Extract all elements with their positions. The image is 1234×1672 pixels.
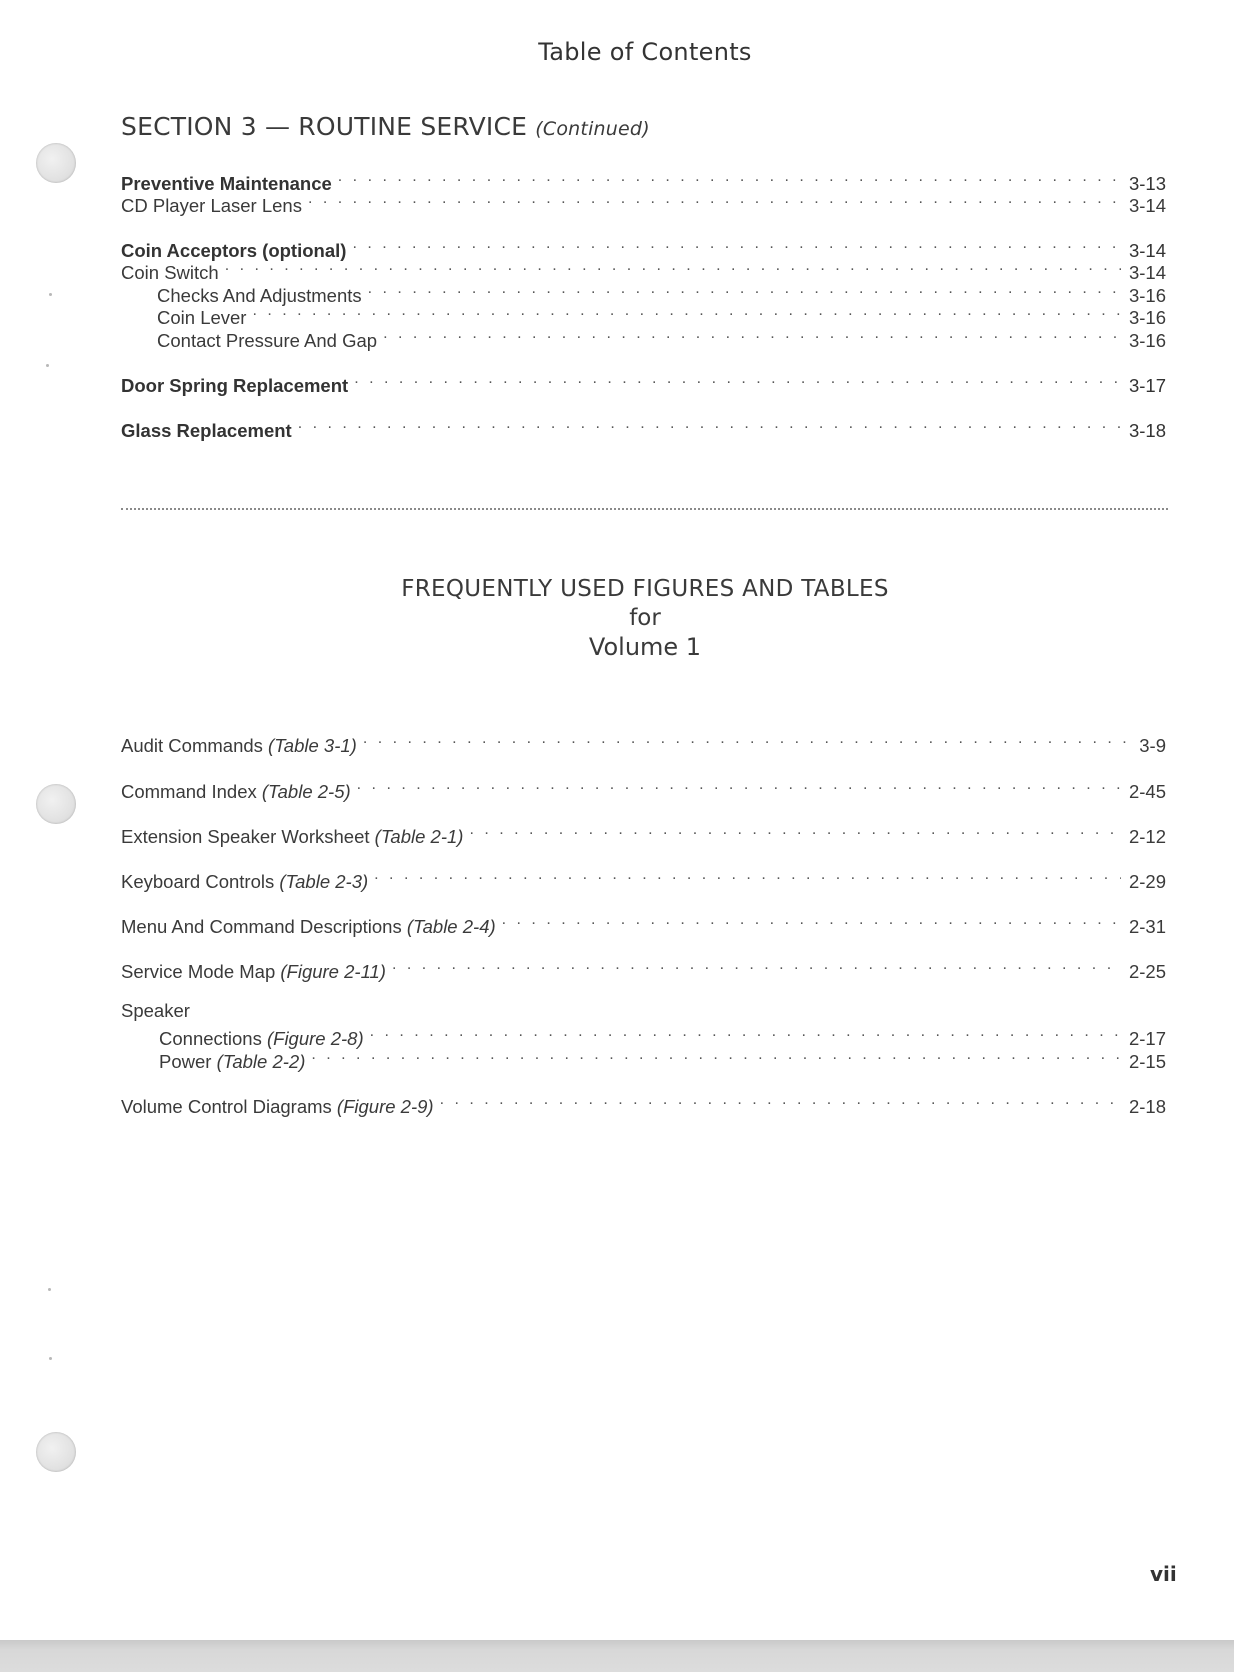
toc-subentry (157, 280, 1166, 306)
figure-entry-title: Service Mode Map (Figure 2-11) (121, 961, 386, 982)
scan-edge (0, 1640, 1234, 1672)
leader-dots (352, 235, 1121, 257)
toc-entry (121, 415, 1166, 441)
paper-speck (49, 293, 52, 296)
leader-dots (308, 190, 1121, 212)
paper-speck (46, 364, 49, 367)
toc-entry (121, 257, 1166, 283)
figure-entry-title: Audit Commands (Table 3-1) (121, 735, 357, 756)
toc-entry-title: Door Spring Replacement (121, 375, 349, 396)
figure-entry-page: 2-17 (1128, 1028, 1166, 1049)
figure-entry-ref: (Table 3-1) (268, 735, 357, 756)
figure-entry-page: 2-18 (1128, 1096, 1166, 1117)
figure-entry-title: Keyboard Controls (Table 2-3) (121, 871, 369, 892)
figure-entry-ref: (Figure 2-11) (280, 961, 386, 982)
leader-dots (252, 302, 1121, 324)
toc-entry-page: 3-16 (1128, 330, 1166, 351)
figure-entry-page: 2-29 (1128, 871, 1166, 892)
leader-dots (502, 911, 1121, 933)
figure-entry-ref: (Table 2-3) (279, 871, 369, 892)
leader-dots (363, 730, 1131, 752)
figure-entry-ref: (Table 2-5) (261, 781, 351, 802)
figure-entry-page: 2-25 (1128, 961, 1166, 982)
leader-dots (383, 325, 1121, 347)
figure-subentry (159, 1046, 1166, 1072)
figure-entry-title: Volume Control Diagrams (Figure 2-9) (121, 1096, 434, 1117)
figure-group-title: Speaker (121, 1000, 190, 1021)
page-number: vii (1150, 1562, 1177, 1586)
toc-entry-title: Coin Acceptors (optional) (121, 240, 347, 261)
toc-entry (121, 235, 1166, 261)
toc-entry-page: 3-14 (1128, 195, 1166, 216)
section-continued-note: (Continued) (535, 118, 650, 140)
figure-entry-ref: (Table 2-2) (216, 1051, 306, 1072)
toc-entry (121, 370, 1166, 396)
leader-dots (440, 1091, 1121, 1113)
figure-entry-title: Connections (Figure 2-8) (159, 1028, 364, 1049)
toc-entry-title: Coin Lever (157, 307, 247, 328)
leader-dots (392, 956, 1121, 978)
paper-speck (48, 1288, 51, 1291)
toc-entry-page: 3-13 (1128, 173, 1166, 194)
leader-dots (374, 866, 1121, 888)
leader-dots (469, 821, 1121, 843)
figure-entry-title: Extension Speaker Worksheet (Table 2-1) (121, 826, 464, 847)
leader-dots (298, 415, 1121, 437)
figure-entry-page: 2-31 (1128, 916, 1166, 937)
figure-entry-ref: (Table 2-1) (374, 826, 464, 847)
figure-entry-ref: (Figure 2-9) (336, 1096, 434, 1117)
toc-entry (121, 190, 1166, 216)
figure-entry-title: Power (Table 2-2) (159, 1051, 306, 1072)
figure-entry (121, 821, 1166, 847)
leader-dots (225, 257, 1121, 279)
figure-subentry (159, 1023, 1166, 1049)
figure-entry-ref: (Figure 2-8) (266, 1028, 364, 1049)
toc-subentry (157, 325, 1166, 351)
figure-entry-title: Command Index (Table 2-5) (121, 781, 351, 802)
figure-entry (121, 1091, 1166, 1117)
toc-entry-title: Contact Pressure And Gap (157, 330, 378, 351)
toc-entry-page: 3-17 (1128, 375, 1166, 396)
figure-group-heading (121, 1000, 1166, 1022)
figure-entry-page: 3-9 (1139, 735, 1166, 756)
paper-speck (49, 1357, 52, 1360)
figures-heading: FREQUENTLY USED FIGURES AND TABLES (401, 576, 889, 602)
section-divider (121, 508, 1168, 510)
figure-entry-page: 2-12 (1128, 826, 1166, 847)
figure-entry (121, 866, 1166, 892)
figure-entry-ref: (Table 2-4) (406, 916, 496, 937)
toc-entry-title: Glass Replacement (121, 420, 292, 441)
figure-entry-title: Menu And Command Descriptions (Table 2-4) (121, 916, 496, 937)
figure-entry (121, 730, 1166, 756)
figures-heading-for: for (629, 605, 661, 631)
toc-entry-page: 3-16 (1128, 307, 1166, 328)
toc-entry-title: Checks And Adjustments (157, 285, 362, 306)
toc-entry-title: Preventive Maintenance (121, 173, 332, 194)
figure-entry-page: 2-15 (1128, 1051, 1166, 1072)
leader-dots (370, 1023, 1121, 1045)
toc-entry (121, 168, 1166, 194)
toc-subentry (157, 302, 1166, 328)
leader-dots (311, 1046, 1121, 1068)
figure-entry-page: 2-45 (1128, 781, 1166, 802)
leader-dots (338, 168, 1121, 190)
toc-entry-page: 3-18 (1128, 420, 1166, 441)
figures-heading-volume: Volume 1 (588, 633, 702, 661)
figure-entry (121, 911, 1166, 937)
toc-entry-page: 3-16 (1128, 285, 1166, 306)
toc-entry-title: Coin Switch (121, 262, 219, 283)
section-heading-text: SECTION 3 — ROUTINE SERVICE (121, 112, 528, 141)
section-heading (121, 112, 650, 141)
figure-entry (121, 956, 1166, 982)
binder-hole-top (36, 143, 76, 183)
toc-entry-title: CD Player Laser Lens (121, 195, 302, 216)
toc-entry-page: 3-14 (1128, 262, 1166, 283)
leader-dots (357, 776, 1121, 798)
leader-dots (354, 370, 1121, 392)
toc-entry-page: 3-14 (1128, 240, 1166, 261)
binder-hole-bottom (36, 1432, 76, 1472)
leader-dots (368, 280, 1121, 302)
binder-hole-middle (36, 784, 76, 824)
figure-entry (121, 776, 1166, 802)
page-title: Table of Contents (538, 38, 752, 66)
